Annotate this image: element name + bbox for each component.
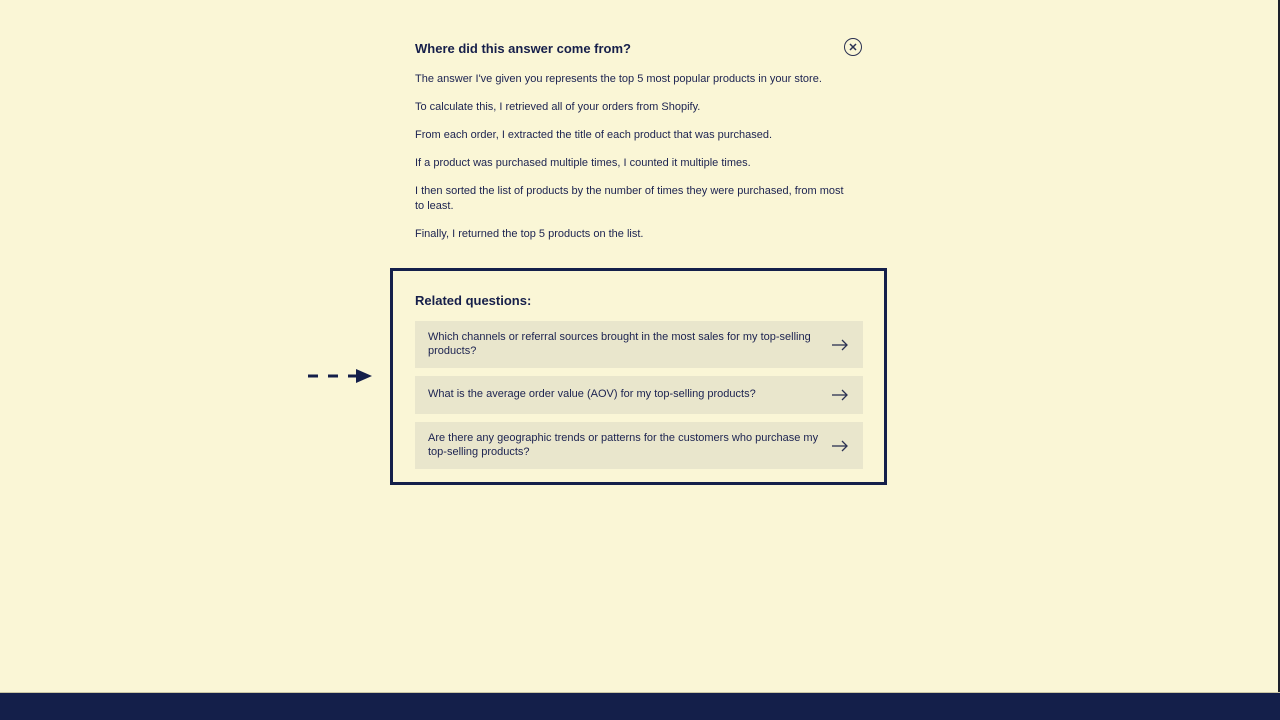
related-questions-list [415,321,863,477]
arrow-right-icon [831,339,849,351]
question-text: Are there any geographic trends or patterns for the customers who purchase my top-selling products? [428,432,819,458]
arrow-right-icon [831,440,849,452]
related-questions-section [390,268,887,485]
explanation-paragraph: To calculate this, I retrieved all of your orders from Shopify. [415,101,701,113]
question-text: Which channels or referral sources brought in the most sales for my top-selling products? [428,331,811,357]
explanation-text [415,72,845,255]
close-icon [849,43,857,51]
question-text: What is the average order value (AOV) for my top-selling products? [428,388,756,401]
panel-title: Where did this answer come from? [415,41,631,56]
related-question-item[interactable] [415,321,863,368]
related-question-item[interactable] [415,422,863,469]
explanation-paragraph: The answer I've given you represents the top 5 most popular products in your store. [415,73,822,85]
dashed-arrow-right-icon [307,368,373,384]
related-questions-title: Related questions: [415,293,532,308]
explanation-paragraph: From each order, I extracted the title of each product that was purchased. [415,129,773,141]
related-question-item[interactable] [415,376,863,414]
arrow-right-icon [831,389,849,401]
explanation-paragraph: I then sorted the list of products by the number of times they were purchased, from most to least. [415,185,844,212]
explanation-paragraph: If a product was purchased multiple times, I counted it multiple times. [415,157,751,169]
close-button[interactable] [844,38,862,56]
explanation-paragraph: Finally, I returned the top 5 products on the list. [415,227,644,240]
footer-bar [0,692,1280,720]
